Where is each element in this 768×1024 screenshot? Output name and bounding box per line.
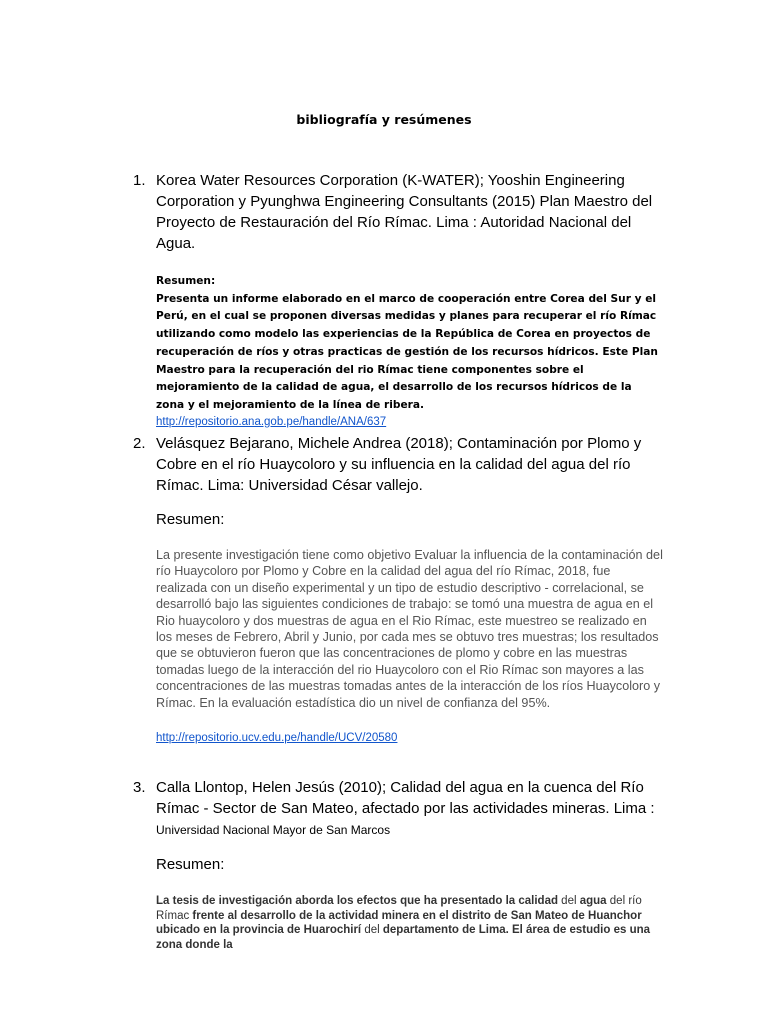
summary-part-6: del — [361, 924, 383, 937]
summary-part-2: del — [557, 895, 580, 907]
summary-part-3: agua — [579, 895, 607, 907]
citation: Korea Water Resources Corporation (K-WATER); Yooshin Engineering Corporation y Pyunghwa Engineering Consultants (2015) Plan Maestro del Proyecto de Restauración del Río Rímac. Lima : Autoridad Nacional del Agua. — [156, 172, 653, 252]
summary-part-5: frente al desarrollo de la actividad minera en el distrito de San Mateo de Huanchor ubicado en la provincia de Huarochirí — [156, 909, 642, 937]
summary-part-7: departamento de Lima. El área de estudio es una zona donde la — [156, 924, 651, 952]
repository-link[interactable]: http://repositorio.ucv.edu.pe/handle/UCV/20580 — [156, 732, 398, 745]
summary-text — [156, 894, 663, 953]
citation — [156, 777, 663, 841]
bibliography-entry-2 — [133, 433, 663, 746]
summary-label: Resumen: — [156, 856, 225, 873]
entry-number: 1. — [133, 172, 146, 189]
summary-text: Presenta un informe elaborado en el marco de cooperación entre Corea del Sur y el Perú, en el cual se proponen diversas medidas y planes para recuperar el río Rímac utilizando como modelo las experiencias de la República de Corea en proyectos de recuperación de ríos y otras practicas de gestión de los recursos hídricos. Este Plan Maestro para la recuperación del rio Rímac tiene componentes sobre el mejoramiento de la calidad de agua, el desarrollo de los recursos hídricos de la zona y el mejoramiento de la línea de ribera. — [156, 292, 658, 411]
entry-number: 2. — [133, 435, 146, 452]
citation-university: Universidad Nacional Mayor de San Marcos — [156, 823, 391, 837]
summary-part-1: La tesis de investigación aborda los efectos que ha presentado la calidad — [156, 895, 558, 907]
bibliography-entry-3 — [133, 777, 663, 953]
summary-label: Resumen: — [156, 275, 216, 287]
citation-main: Calla Llontop, Helen Jesús (2010); Calidad del agua en la cuenca del Río Rímac - Sector de San Mateo, afectado por las actividades mineras. Lima : — [156, 779, 655, 817]
repository-link[interactable]: http://repositorio.ana.gob.pe/handle/ANA/637 — [156, 415, 387, 428]
summary-label: Resumen: — [156, 511, 225, 528]
page-title: bibliografía y resúmenes — [296, 112, 472, 127]
entry-number: 3. — [133, 779, 146, 796]
bibliography-entry-1 — [133, 170, 663, 430]
summary-part-4: del río Rímac — [156, 895, 642, 922]
citation: Velásquez Bejarano, Michele Andrea (2018); Contaminación por Plomo y Cobre en el río Huaycoloro y su influencia en la calidad del agua del río Rímac. Lima: Universidad César vallejo. — [156, 435, 642, 494]
summary-text: La presente investigación tiene como objetivo Evaluar la influencia de la contaminación del río Huaycoloro por Plomo y Cobre en la calidad del agua del río Rímac, 2018, fue realizada con un diseño experimental y un tipo de estudio descriptivo - correlacional, se desarrolló bajo las siguientes condiciones de trabajo: se tomó una muestra de agua en el Rio huaycoloro y dos muestras de agua en el Rio Rímac, este muestreo se realizado en los meses de Febrero, Abril y Junio, por cada mes se obtuvo tres muestras; los resultados que se obtuvieron fueron que las concentraciones de plomo y cobre en las muestras tomadas luego de la interacción del rio Huaycoloro con el Rio Rímac son mayores a las concentraciones de las muestras tomadas antes de la interacción de los ríos Huaycoloro y Rímac. En la evaluación estadística dio un nivel de confianza del 95%. — [156, 548, 663, 710]
